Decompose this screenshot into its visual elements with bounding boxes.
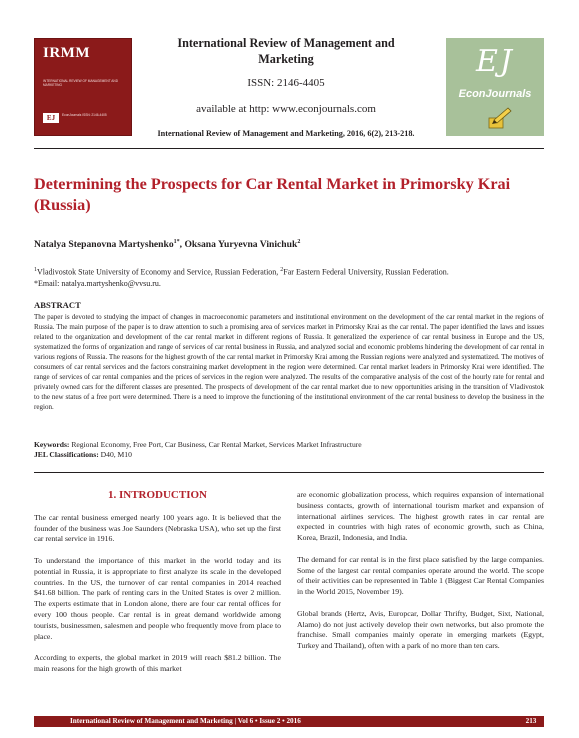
- journal-title: International Review of Management and Marketing: [177, 36, 395, 66]
- ej-mark: EJ: [476, 44, 514, 79]
- author-affiliation-mark: 1*: [173, 239, 180, 245]
- abstract-body: The paper is devoted to studying the impact of changes in macroeconomic parameters and institutional environment on the development of the car rental market in the regions of Russia. The main purpose of the paper is to draw attention to such a promising area of services market in Primorsky Krai as the car rental. The paper identified the laws and issues related to the organization and development of the car rental market in different regions of Russia. It generalized the experience of car rental business in Europe and the US, systematized the forms of organization and range of services of car rental business in Russia, and analyzed social and economic problems hindering the development of car rental in various regions of Russia. The reasons for the highest growth of the car rental market in Primorsky Krai among the Russian regions were analyzed and systematized. The motives of consumers of car rental services and the factors constraining market development in the region were determined. Car rental market leaders in Primorsky Krai were identified. The range of services of car rental companies and the prices of services in the region were analyzed. The results of the comparative analysis of the cost of the hourly rate for rental and privately owned cars for the different classes are presented. The prospects of development of the car rental market due to new opportunities arising in the transition of Vladivostok to the new status of a free port were determined. There is a need to improve the functioning of the institutional environment of the car rental business to develop the business in the region.: [34, 313, 544, 411]
- journal-info: [150, 36, 422, 139]
- keywords-divider: [34, 472, 544, 473]
- right-column: [297, 490, 544, 663]
- author-list: [34, 236, 544, 251]
- page-number: 213: [525, 717, 537, 725]
- irmm-logo-title: IRMM: [43, 45, 90, 61]
- paragraph: The car rental business emerged nearly 100 years ago. It is believed that the founder of the business was Joe Saunders (Nebraska USA), who set up the first car rental service in 1916.: [34, 512, 281, 544]
- affiliation-mark: 2: [280, 267, 284, 273]
- header-divider: [34, 148, 544, 149]
- irmm-logo-subtitle: INTERNATIONAL REVIEW OF MANAGEMENT AND MARKETING: [43, 79, 119, 87]
- contact-email[interactable]: *Email: natalya.martyshenko@vvsu.ru.: [34, 278, 161, 288]
- footer-journal-info: International Review of Management and Marketing | Vol 6 • Issue 2 • 2016: [70, 717, 301, 725]
- author-affiliation-mark: 2: [297, 239, 301, 245]
- affiliation-text: Far Eastern Federal University, Russian Federation.: [283, 267, 449, 277]
- paragraph: Global brands (Hertz, Avis, Europcar, Dollar Thrifty, Budget, Sixt, National, Alamo) do not just actively develop their own networks, but also promote the franchise. Small companies mainly operate in emerging markets (Egypt, Turkey and Thailand), often with a park of no more than ten cars.: [297, 608, 544, 651]
- author-name: Oksana Yuryevna Vinichuk: [184, 239, 298, 251]
- paragraph: To understand the importance of this market in the world today and its potential in Russia, it is appropriate to first analyze its scale in the developed countries. In the US, the turnover of car rental companies in 2014 reached $41.68 billion. The park of renting cars in the United States is over 2 million. The experts estimate that in London alone, there are four car rental offices for every 100 thous people. Car rental is in great demand worldwide among tourists, businessmen, salesmen and people who frequently move from place to place.: [34, 555, 281, 641]
- affiliation-mark: 1: [34, 267, 37, 273]
- journal-header: [0, 0, 579, 160]
- citation: International Review of Management and Marketing, 2016, 6(2), 213-218.: [157, 129, 415, 138]
- availability-link[interactable]: available at http: www.econjournals.com: [196, 103, 376, 115]
- abstract-heading: ABSTRACT: [34, 300, 81, 310]
- irmm-logo: [34, 38, 132, 136]
- paragraph: The demand for car rental is in the first place satisfied by the large companies. Some of the largest car rental companies operate around the world. The scope of their activities can be represented in Table 1 (Biggest Car Rental Companies in the World 2015, November 19).: [297, 554, 544, 597]
- keywords-label: Keywords:: [34, 440, 70, 449]
- left-column: [34, 488, 281, 686]
- paragraph: According to experts, the global market in 2019 will reach $81.2 billion. The main reasons for the high growth of this market: [34, 653, 281, 673]
- section-heading: 1. INTRODUCTION: [107, 489, 207, 501]
- issn: ISSN: 2146-4405: [247, 77, 325, 89]
- jel-codes: D40, M10: [98, 450, 132, 459]
- jel-label: JEL Classifications:: [34, 450, 99, 459]
- ej-badge-caption: EconJournals ISSN: 2146-4405: [62, 113, 107, 117]
- econjournals-logo: [446, 38, 544, 136]
- paragraph: are economic globalization process, which requires expansion of international business contacts, growth of international tourism market and expansion of international airlines services. The highest growth rates in car rental are expected in countries with high rates of economic growth, such as China, Korea, Brazil, Indonesia, and India.: [297, 490, 544, 543]
- affiliation-text: Vladivostok State University of Economy and Service, Russian Federation,: [37, 267, 281, 277]
- econjournals-name: EconJournals: [458, 88, 532, 100]
- keywords-block: [34, 440, 544, 460]
- keywords-list: Regional Economy, Free Port, Car Business, Car Rental Market, Services Market Infrastructure: [69, 440, 362, 449]
- author-separator: ,: [179, 239, 185, 251]
- affiliations: [34, 265, 544, 289]
- author-name: Natalya Stepanovna Martyshenko: [34, 239, 174, 251]
- ej-badge: EJ: [43, 113, 59, 123]
- paper-title: Determining the Prospects for Car Rental Market in Primorsky Krai (Russia): [34, 175, 511, 214]
- pencil-icon: [486, 106, 512, 130]
